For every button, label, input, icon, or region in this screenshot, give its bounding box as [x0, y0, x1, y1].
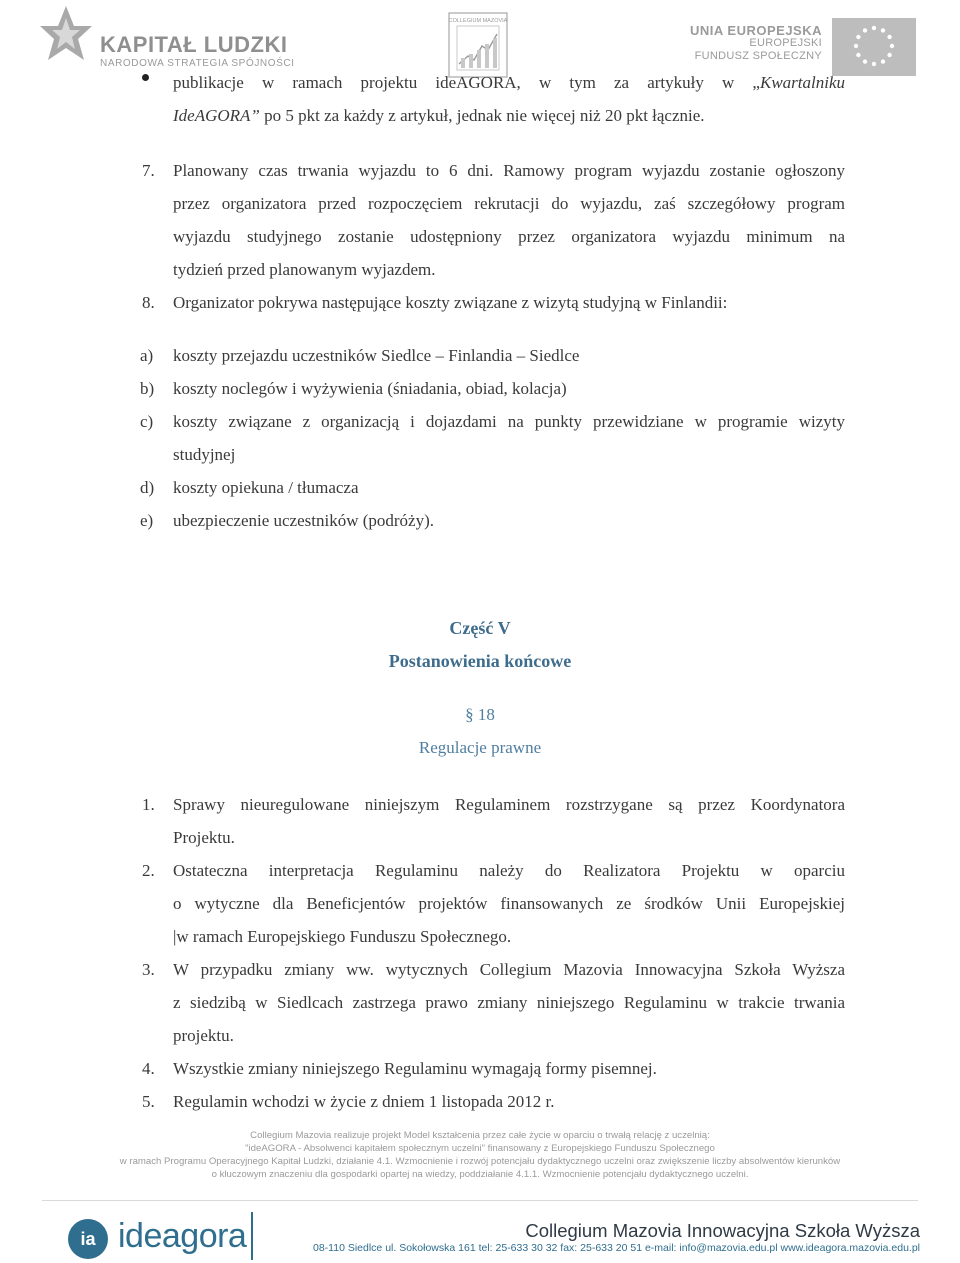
footer-divider — [42, 1200, 918, 1201]
cost-line: studyjnej — [173, 445, 236, 464]
paragraph-symbol: § — [465, 705, 474, 724]
footer-logo-separator — [251, 1212, 253, 1260]
kapital-ludzki-logo — [38, 4, 298, 70]
cost-label: d) — [140, 478, 155, 497]
list-item-number: 3. — [142, 960, 155, 979]
list-item-number: 1. — [142, 795, 155, 814]
list-item-line: Wszystkie zmiany niniejszego Regulaminu wymagają formy pisemnej. — [173, 1059, 657, 1078]
kapital-ludzki-title: KAPITAŁ LUDZKI — [100, 32, 288, 57]
cost-line: koszty noclegów i wyżywienia (śniadania, obiad, kolacja) — [173, 379, 567, 398]
footer-note-line: Collegium Mazovia realizuje projekt Model kształcenia przez całe życie w oparciu o trwałą relację z uczelnią: — [250, 1130, 710, 1141]
cost-label: a) — [140, 346, 154, 365]
bullet-line-1: publikacje w ramach projektu ideAGORA, w tym za artykuły w „Kwartalniku — [173, 73, 845, 92]
list-item-line: W przypadku zmiany ww. wytycznych Collegium Mazovia Innowacyjna Szkoła Wyższa — [173, 960, 845, 979]
footer-note-line: o kluczowym znaczeniu dla gospodarki opartej na wiedzy, poddziałanie 4.1.1. Wzmocnienie potencjału dydaktycznego uczelni. — [211, 1169, 749, 1180]
kapital-ludzki-star-icon — [38, 4, 94, 68]
cost-label: c) — [140, 412, 154, 431]
college-address: 08-110 Siedlce ul. Sokołowska 161 tel: 25-633 30 32 fax: 25-633 20 51 e-mail: info@mazovia.edu.pl www.ideagora.mazovia.edu.pl — [313, 1242, 920, 1254]
list-item-line: o wytyczne dla Beneficjentów projektów finansowanych ze środków Unii Europejskiej — [173, 894, 845, 913]
list-item-number: 5. — [142, 1092, 155, 1111]
paragraph-title: Regulacje prawne — [418, 738, 542, 757]
paragraph-number: 18 — [477, 705, 495, 724]
kapital-ludzki-subtitle: NARODOWA STRATEGIA SPÓJNOŚCI — [100, 58, 295, 69]
eu-line-3: FUNDUSZ SPOŁECZNY — [694, 50, 822, 62]
list-item-line: Organizator pokrywa następujące koszty związane z wizytą studyjną w Finlandii: — [173, 293, 728, 312]
footer-note-line: w ramach Programu Operacyjnego Kapitał Ludzki, działanie 4.1. Wzmocnienie i rozwój potencjału dydaktycznego uczelni oraz zwiększenie liczby absolwentów kierunków — [119, 1156, 841, 1167]
list-item-number: 8. — [142, 293, 155, 312]
cost-label: b) — [140, 379, 155, 398]
section-part: Część V — [449, 618, 511, 638]
section-title: Postanowienia końcowe — [388, 651, 572, 671]
ideagora-ia-icon: ia — [68, 1219, 108, 1259]
footer-note-line: "ideAGORA - Absolwenci kapitałem społecznym uczelni" finansowany z Europejskiego Funduszu Społecznego — [245, 1143, 715, 1154]
college-name: Collegium Mazovia Innowacyjna Szkoła Wyższa — [525, 1220, 920, 1241]
list-item-line: projektu. — [173, 1026, 234, 1045]
list-item-line: tydzień przed planowanym wyjazdem. — [173, 260, 436, 279]
list-item-line: |w ramach Europejskiego Funduszu Społecznego. — [173, 927, 512, 946]
bullet-line-2: IdeAGORA” po 5 pkt za każdy z artykuł, jednak nie więcej niż 20 pkt łącznie. — [173, 106, 705, 125]
list-item-line: Sprawy nieuregulowane niniejszym Regulaminem rozstrzygane są przez Koordynatora — [173, 795, 845, 814]
cost-label: e) — [140, 511, 154, 530]
list-item-line: przez organizatora przed rozpoczęciem rekrutacji do wyjazdu, zaś szczegółowy program — [173, 194, 845, 213]
cost-line: koszty związane z organizacją i dojazdami na punkty przewidziane w programie wizyty — [173, 412, 845, 431]
bullet-dot — [142, 74, 149, 81]
eu-line-1: UNIA EUROPEJSKA — [690, 23, 822, 38]
cost-line: koszty opiekuna / tłumacza — [173, 478, 359, 497]
collegium-logo-text: COLLEGIUM MAZOVIA — [448, 18, 508, 24]
eu-text-block — [690, 24, 822, 63]
list-item-line: z siedzibą w Siedlcach zastrzega prawo zmiany niniejszego Regulaminu w trakcie trwania — [173, 993, 845, 1012]
eu-line-2: EUROPEJSKI — [749, 37, 822, 49]
list-item-line: Regulamin wchodzi w życie z dniem 1 listopada 2012 r. — [173, 1092, 555, 1111]
list-item-line: Projektu. — [173, 828, 235, 847]
list-item-line: wyjazdu studyjnego zostanie udostępniony przez organizatora wyjazdu minimum na — [173, 227, 845, 246]
cost-line: ubezpieczenie uczestników (podróży). — [173, 511, 435, 530]
ideagora-logo: ideagora — [118, 1217, 247, 1255]
list-item-number: 2. — [142, 861, 155, 880]
cost-line: koszty przejazdu uczestników Siedlce – Finlandia – Siedlce — [173, 346, 580, 365]
list-item-line: Planowany czas trwania wyjazdu to 6 dni. Ramowy program wyjazdu zostanie ogłoszony — [173, 161, 845, 180]
list-item-line: Ostateczna interpretacja Regulaminu należy do Realizatora Projektu w oparciu — [173, 861, 845, 880]
list-item-number: 7. — [142, 161, 155, 180]
list-item-number: 4. — [142, 1059, 155, 1078]
paragraph-heading — [0, 705, 960, 725]
